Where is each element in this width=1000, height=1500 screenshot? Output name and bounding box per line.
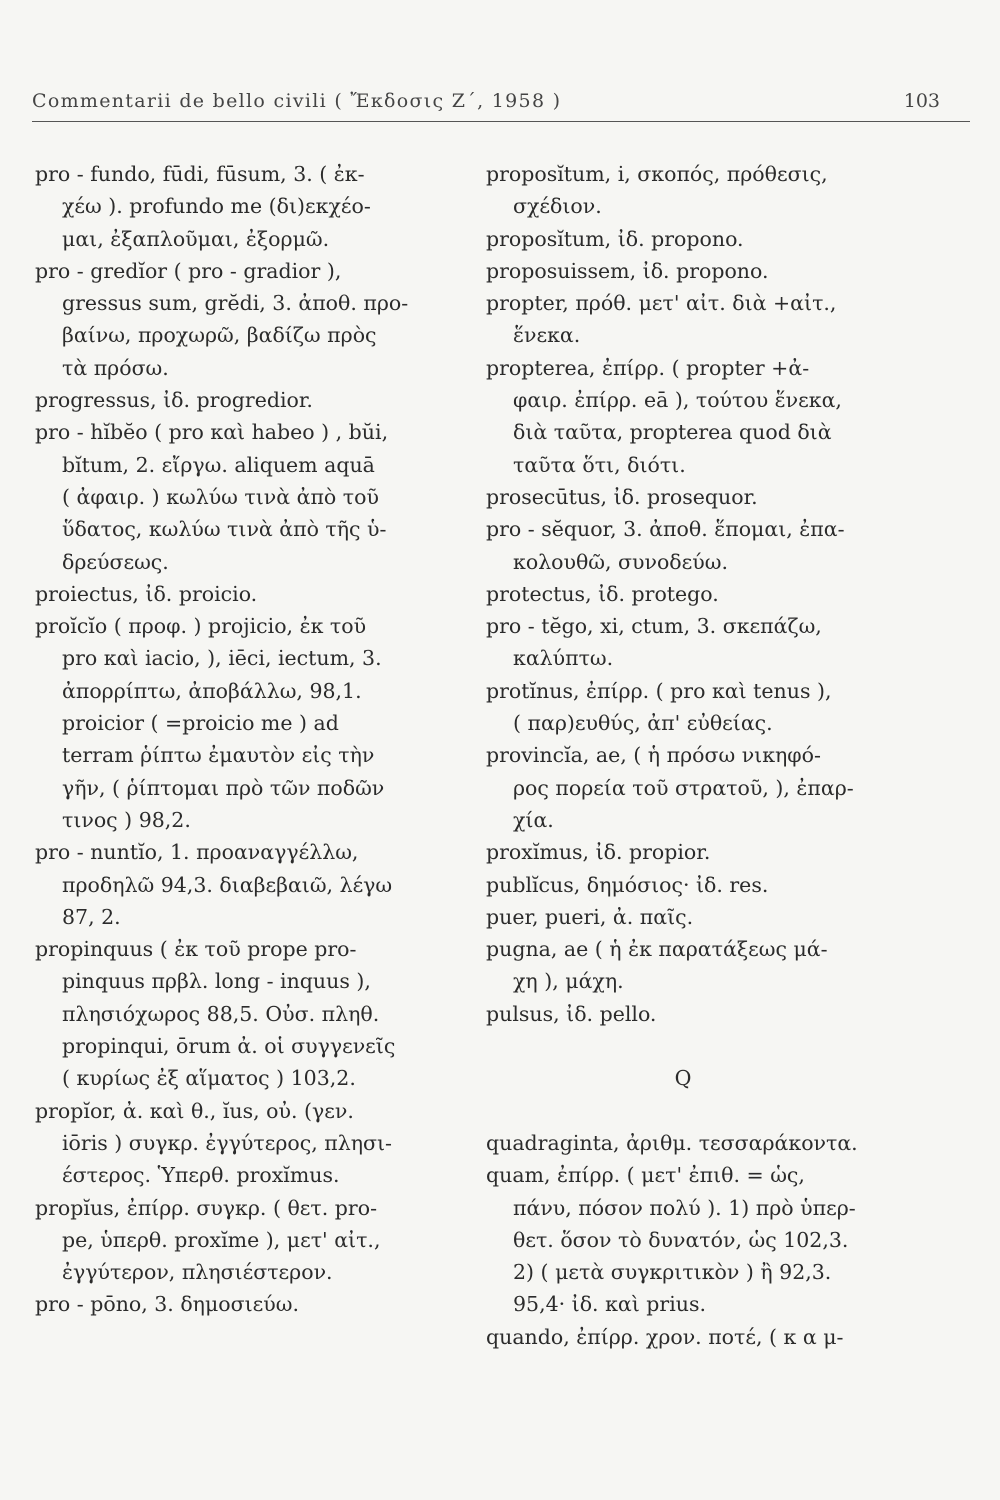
dictionary-line: progressus, ἰδ. progredior. — [35, 388, 313, 413]
dictionary-line: pro - sĕquor, 3. ἀποθ. ἕπομαι, ἐπα- — [486, 517, 845, 542]
dictionary-line: propinquus ( ἐκ τοῦ prope pro- — [35, 937, 357, 962]
dictionary-line: puer, pueri, ἀ. παῖς. — [486, 904, 694, 929]
dictionary-line: θετ. ὅσον τὸ δυνατόν, ὡς 102,3. — [513, 1227, 849, 1252]
dictionary-line: πάνυ, πόσον πολύ ). 1) πρὸ ὑπερ- — [513, 1195, 856, 1220]
dictionary-line: κολουθῶ, συνοδεύω. — [513, 549, 728, 574]
dictionary-line: propĭor, ἀ. καὶ θ., ĭus, οὐ. (γεν. — [35, 1098, 354, 1123]
dictionary-line: βαίνω, προχωρῶ, βαδίζω πρὸς — [62, 323, 377, 348]
dictionary-line: provincĭa, ae, ( ἡ πρόσω νικηφό- — [486, 743, 821, 768]
page-number: 103 — [903, 90, 940, 112]
dictionary-line: ταῦτα ὅτι, διότι. — [513, 452, 686, 477]
dictionary-line: pro - nuntĭo, 1. προαναγγέλλω, — [35, 840, 359, 865]
dictionary-line: ( παρ)ευθύς, ἀπ' εὐθείας. — [513, 711, 773, 736]
dictionary-line: ( ἀφαιρ. ) κωλύω τινὰ ἀπὸ τοῦ — [62, 484, 379, 509]
dictionary-line: ἀπορρίπτω, ἀποβάλλω, 98,1. — [62, 678, 362, 703]
running-title: Commentarii de bello civili ( Ἔκδοσις Ζ΄, 1958 ) — [32, 90, 562, 112]
dictionary-line: σχέδιον. — [513, 194, 602, 219]
dictionary-line: pro - hĭbĕo ( pro καὶ habeo ) , bŭi, — [35, 420, 389, 445]
dictionary-line: proĭcĭo ( προφ. ) projicio, ἐκ τοῦ — [35, 614, 367, 639]
page-header — [32, 86, 970, 122]
right-column — [486, 158, 910, 1353]
dictionary-line: bĭtum, 2. εἴργω. aliquem aquā — [62, 452, 375, 477]
dictionary-line: propterea, ἐπίρρ. ( propter +ἀ- — [486, 355, 810, 380]
dictionary-line: protĭnus, ἐπίρρ. ( pro καὶ tenus ), — [486, 678, 832, 703]
dictionary-line: iōris ) συγκρ. ἐγγύτερος, πλησι- — [62, 1130, 392, 1155]
dictionary-line: proxĭmus, ἰδ. propior. — [486, 840, 711, 865]
dictionary-line: quam, ἐπίρρ. ( μετ' ἐπιθ. = ὡς, — [486, 1163, 805, 1188]
dictionary-line: έστερος. Ὑπερθ. proxĭmus. — [62, 1163, 340, 1188]
dictionary-line: pe, ὑπερθ. proxĭme ), μετ' αἰτ., — [62, 1227, 381, 1252]
dictionary-line: μαι, ἐξαπλοῦμαι, ἐξορμῶ. — [62, 226, 330, 251]
dictionary-line: proicior ( =proicio me ) ad — [62, 711, 339, 736]
dictionary-line: quando, ἐπίρρ. χρον. ποτέ, ( κ α μ- — [486, 1324, 844, 1349]
dictionary-line: pro - fundo, fūdi, fūsum, 3. ( ἐκ- — [35, 162, 365, 186]
dictionary-line: publĭcus, δημόσιος· ἰδ. res. — [486, 872, 769, 897]
dictionary-line: protectus, ἰδ. protego. — [486, 581, 719, 606]
dictionary-line: propter, πρόθ. μετ' αἰτ. διὰ +αἰτ., — [486, 291, 837, 316]
dictionary-line: τινος ) 98,2. — [62, 807, 191, 832]
dictionary-line: ὕδατος, κωλύω τινὰ ἀπὸ τῆς ὑ- — [62, 517, 387, 542]
dictionary-line: χία. — [513, 807, 554, 832]
dictionary-line: pro - pōno, 3. δημοσιεύω. — [35, 1292, 299, 1317]
dictionary-line: proposuissem, ἰδ. propono. — [486, 258, 769, 283]
dictionary-line: δρεύσεως. — [62, 549, 169, 574]
dictionary-line: propinqui, ōrum ἀ. οἱ συγγενεῖς — [62, 1034, 396, 1059]
header-rule — [32, 121, 970, 122]
dictionary-line: 2) ( μετὰ συγκριτικὸν ) ἢ 92,3. — [513, 1260, 832, 1285]
dictionary-line: quadraginta, ἀριθμ. τεσσαράκοντα. — [486, 1130, 858, 1155]
dictionary-line: καλύπτω. — [513, 646, 614, 671]
dictionary-line: pugna, ae ( ἡ ἐκ παρατάξεως μά- — [486, 937, 828, 962]
dictionary-line: 95,4· ἰδ. καὶ prius. — [513, 1292, 707, 1317]
dictionary-line: proposĭtum, i, σκοπός, πρόθεσις, — [486, 162, 828, 186]
dictionary-line: pro - gredĭor ( pro - gradior ), — [35, 258, 342, 283]
dictionary-line: terram ῥίπτω ἐμαυτὸν εἰς τὴν — [62, 743, 375, 768]
dictionary-line — [486, 1030, 910, 1062]
dictionary-line: gressus sum, grĕdi, 3. ἀποθ. προ- — [62, 291, 409, 316]
dictionary-line — [486, 1095, 910, 1127]
section-letter: Q — [674, 1066, 692, 1091]
dictionary-line: pro - tĕgo, xi, ctum, 3. σκεπάζω, — [486, 614, 822, 639]
dictionary-line: pro καὶ iacio, ), iēci, iectum, 3. — [62, 646, 382, 671]
dictionary-line: pinquus πρβλ. long - inquus ), — [62, 969, 371, 994]
dictionary-line: proiectus, ἰδ. proicio. — [35, 581, 258, 606]
dictionary-line: ( κυρίως ἐξ αἵματος ) 103,2. — [62, 1066, 356, 1091]
dictionary-line: propĭus, ἐπίρρ. συγκρ. ( θετ. pro- — [35, 1195, 377, 1220]
dictionary-line: γῆν, ( ῥίπτομαι πρὸ τῶν ποδῶν — [62, 775, 385, 800]
dictionary-line: πλησιόχωρος 88,5. Οὐσ. πληθ. — [62, 1001, 380, 1026]
dictionary-line: χέω ). profundo me (δι)εκχέο- — [62, 194, 371, 219]
left-column — [35, 158, 465, 1321]
dictionary-line: proposĭtum, ἰδ. propono. — [486, 226, 744, 251]
dictionary-line: 87, 2. — [62, 904, 121, 929]
dictionary-line: διὰ ταῦτα, propterea quod διὰ — [513, 420, 832, 445]
dictionary-line: χη ), μάχη. — [513, 969, 624, 994]
dictionary-line: prosecūtus, ἰδ. prosequor. — [486, 484, 758, 509]
dictionary-line: ἕνεκα. — [513, 323, 581, 348]
dictionary-line: ρος πορεία τοῦ στρατοῦ, ), ἐπαρ- — [513, 775, 854, 800]
dictionary-line: pulsus, ἰδ. pello. — [486, 1001, 657, 1026]
dictionary-line: τὰ πρόσω. — [62, 355, 169, 380]
dictionary-line: ἐγγύτερον, πλησιέστερον. — [62, 1260, 333, 1285]
dictionary-line: φαιρ. ἐπίρρ. eā ), τούτου ἕνεκα, — [513, 388, 842, 413]
dictionary-line: προδηλῶ 94,3. διαβεβαιῶ, λέγω — [62, 872, 393, 897]
